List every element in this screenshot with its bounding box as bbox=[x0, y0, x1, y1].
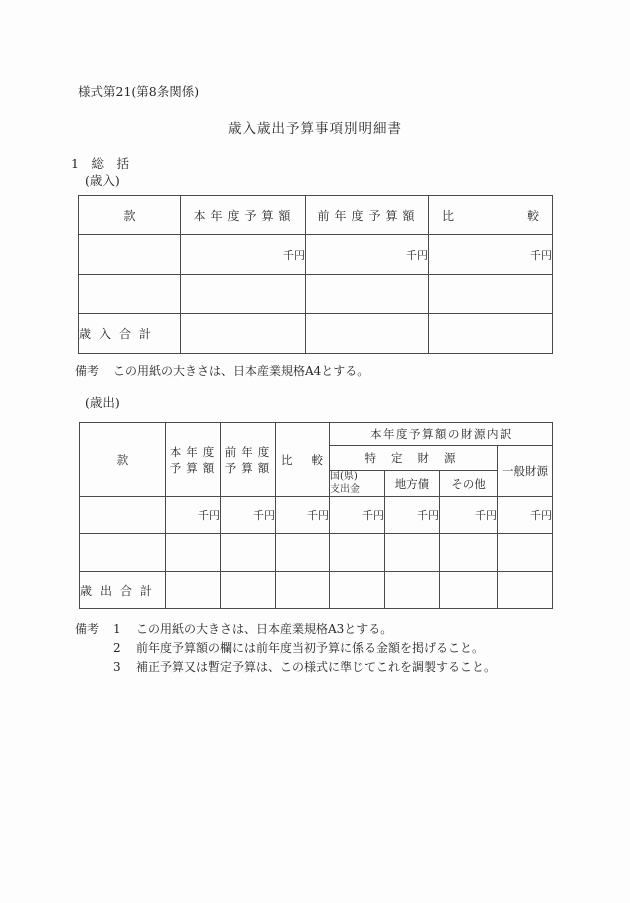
section-heading: 1 総 括 bbox=[71, 156, 129, 171]
unit-label: 千円 bbox=[276, 497, 330, 534]
unit-label: 千円 bbox=[306, 235, 429, 275]
comparison-label-right: 較 bbox=[311, 452, 323, 467]
remark-line bbox=[75, 639, 496, 658]
revenue-col-current-year: 本年度予算額 bbox=[181, 196, 306, 235]
empty-cell bbox=[80, 497, 166, 534]
empty-cell bbox=[330, 572, 385, 609]
expenditure-total-label: 歳出合計 bbox=[80, 572, 166, 609]
remark-text: 前年度予算額の欄には前年度当初予算に係る金額を掲げること。 bbox=[136, 641, 485, 655]
empty-cell bbox=[306, 275, 429, 314]
empty-cell bbox=[221, 534, 276, 572]
unit-label: 千円 bbox=[221, 497, 276, 534]
empty-cell bbox=[79, 235, 181, 275]
empty-cell bbox=[385, 572, 440, 609]
remark-text: この用紙の大きさは、日本産業規格A4とする。 bbox=[113, 364, 370, 378]
revenue-col-comparison bbox=[429, 196, 553, 235]
unit-label: 千円 bbox=[181, 235, 306, 275]
remark-indent-spacer bbox=[75, 639, 113, 658]
form-number: 様式第21(第8条関係) bbox=[78, 84, 200, 99]
expenditure-col-comparison bbox=[276, 423, 330, 497]
empty-cell bbox=[429, 314, 553, 354]
revenue-blank-row bbox=[79, 275, 553, 314]
remark-expenditure bbox=[75, 620, 496, 677]
expenditure-unit-row bbox=[80, 497, 553, 534]
unit-label: 千円 bbox=[498, 497, 553, 534]
remark-line bbox=[75, 658, 496, 677]
remark-number: 2 bbox=[113, 641, 121, 655]
comparison-label-left: 比 bbox=[442, 208, 455, 223]
empty-cell bbox=[221, 572, 276, 609]
unit-label: 千円 bbox=[330, 497, 385, 534]
empty-cell bbox=[181, 314, 306, 354]
empty-cell bbox=[429, 275, 553, 314]
expenditure-col-national-subsidy bbox=[330, 471, 385, 497]
revenue-total-label: 歳入合計 bbox=[79, 314, 181, 354]
expenditure-col-other: その他 bbox=[440, 471, 498, 497]
remark-number: 3 bbox=[113, 660, 121, 674]
remark-label: 備考 bbox=[75, 622, 100, 636]
expenditure-total-row bbox=[80, 572, 553, 609]
comparison-label-left: 比 bbox=[281, 452, 293, 467]
revenue-table bbox=[78, 195, 553, 354]
expenditure-header-row-1 bbox=[80, 423, 553, 446]
expenditure-section-label: (歳出) bbox=[85, 395, 120, 410]
remark-text: この用紙の大きさは、日本産業規格A3とする。 bbox=[136, 622, 393, 636]
col-current-line1: 本年度 bbox=[169, 444, 220, 459]
revenue-section-label: (歳入) bbox=[85, 173, 120, 188]
comparison-label-right: 較 bbox=[526, 208, 539, 223]
revenue-unit-row bbox=[79, 235, 553, 275]
unit-label: 千円 bbox=[385, 497, 440, 534]
empty-cell bbox=[276, 534, 330, 572]
expenditure-col-specific-source: 特定財源 bbox=[330, 446, 498, 471]
revenue-col-previous-year: 前年度予算額 bbox=[306, 196, 429, 235]
expenditure-col-previous-year bbox=[221, 423, 276, 497]
remark-line bbox=[75, 620, 496, 639]
remark-revenue bbox=[75, 362, 369, 381]
unit-label: 千円 bbox=[429, 235, 553, 275]
expenditure-col-current-year bbox=[166, 423, 221, 497]
expenditure-table bbox=[79, 422, 553, 609]
empty-cell bbox=[306, 314, 429, 354]
revenue-header-row bbox=[79, 196, 553, 235]
expenditure-col-kan: 款 bbox=[80, 423, 166, 497]
revenue-total-row bbox=[79, 314, 553, 354]
empty-cell bbox=[79, 275, 181, 314]
col-previous-line1: 前年度 bbox=[224, 444, 275, 459]
col-current-line2: 予算額 bbox=[169, 460, 220, 475]
empty-cell bbox=[276, 572, 330, 609]
empty-cell bbox=[440, 534, 498, 572]
empty-cell bbox=[166, 534, 221, 572]
col-national-line1: 国(県) bbox=[330, 471, 358, 482]
empty-cell bbox=[80, 534, 166, 572]
col-national-line2: 支出金 bbox=[330, 483, 360, 495]
empty-cell bbox=[498, 534, 553, 572]
expenditure-col-local-bond: 地方債 bbox=[385, 471, 440, 497]
revenue-col-kan: 款 bbox=[79, 196, 181, 235]
empty-cell bbox=[498, 572, 553, 609]
remark-indent-spacer bbox=[75, 658, 113, 677]
expenditure-blank-row bbox=[80, 534, 553, 572]
expenditure-col-general-source: 一般財源 bbox=[498, 446, 553, 497]
unit-label: 千円 bbox=[166, 497, 221, 534]
col-previous-line2: 予算額 bbox=[224, 460, 275, 475]
page-title: 歳入歳出予算事項別明細書 bbox=[228, 121, 402, 137]
empty-cell bbox=[166, 572, 221, 609]
empty-cell bbox=[440, 572, 498, 609]
remark-label: 備考 bbox=[75, 364, 100, 378]
expenditure-col-source-breakdown: 本年度予算額の財源内訳 bbox=[330, 423, 553, 446]
empty-cell bbox=[181, 275, 306, 314]
unit-label: 千円 bbox=[440, 497, 498, 534]
remark-number: 1 bbox=[113, 622, 121, 636]
empty-cell bbox=[385, 534, 440, 572]
empty-cell bbox=[330, 534, 385, 572]
remark-text: 補正予算又は暫定予算は、この様式に準じてこれを調製すること。 bbox=[136, 660, 497, 674]
